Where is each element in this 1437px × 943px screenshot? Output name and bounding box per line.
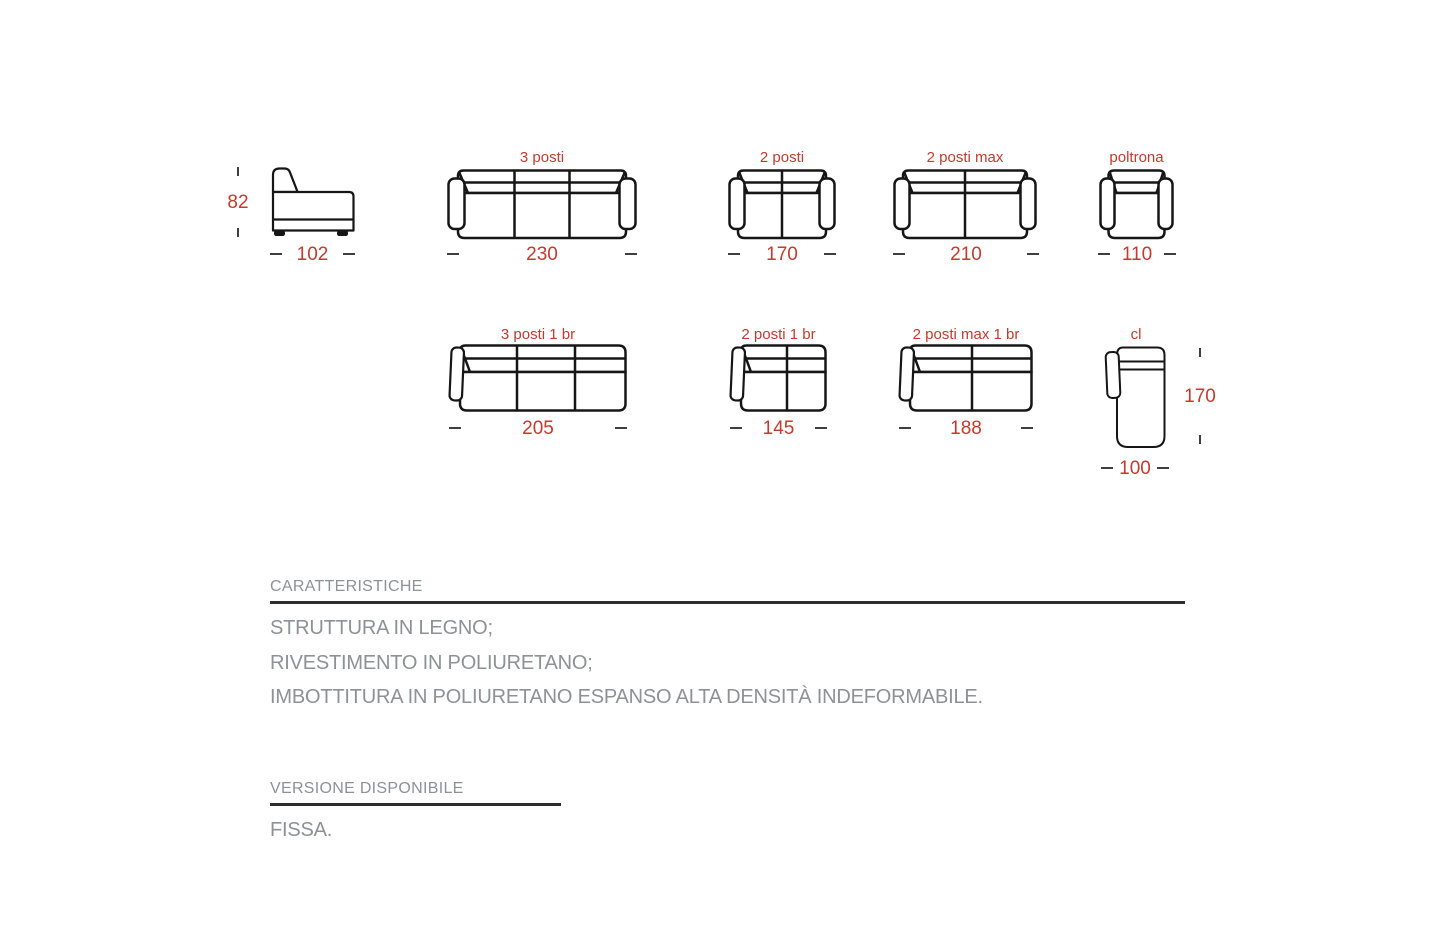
dimension-dash — [270, 253, 282, 255]
width-dimension-3-posti-1-br — [449, 419, 627, 437]
dimension-tick — [1199, 435, 1201, 444]
dimension-dash — [1101, 467, 1113, 469]
width-dimension-2-posti-1-br — [730, 419, 827, 437]
chaise-longue-cl-drawing — [1105, 346, 1167, 449]
dimension-dash — [1164, 253, 1176, 255]
sofa-2-posti-1-br-drawing — [730, 344, 827, 412]
dimension-dash — [615, 427, 627, 429]
width-dimension-2-posti-max — [893, 245, 1039, 263]
height-value: 170 — [1184, 385, 1216, 407]
dimension-dash — [1027, 253, 1039, 255]
width-dimension-poltrona — [1098, 245, 1176, 263]
section-caratteristiche — [270, 577, 1185, 715]
dimension-tick — [237, 228, 239, 237]
section-divider — [270, 803, 561, 806]
label-3-posti-1-br: 3 posti 1 br — [500, 326, 576, 343]
dimension-dash — [728, 253, 740, 255]
label-cl: cl — [1130, 326, 1142, 343]
height-dimension-side — [221, 167, 255, 237]
width-value: 188 — [950, 417, 982, 439]
section-divider — [270, 601, 1185, 604]
dimension-tick — [237, 167, 239, 176]
dimension-dash — [343, 253, 355, 255]
sofa-2-posti-max-drawing — [893, 169, 1037, 240]
width-value: 102 — [296, 243, 329, 265]
section-versione-disponibile — [270, 779, 1185, 848]
dimension-dash — [625, 253, 637, 255]
label-2-posti: 2 posti — [759, 149, 805, 166]
label-3-posti: 3 posti — [519, 149, 565, 166]
sofa-2-posti-max-1-br-drawing — [899, 344, 1033, 412]
feature-line: RIVESTIMENTO IN POLIURETANO; — [270, 651, 593, 674]
width-dimension-3-posti — [447, 245, 637, 263]
dimension-dash — [449, 427, 461, 429]
width-dimension-2-posti-max-1-br — [899, 419, 1033, 437]
section-title: CARATTERISTICHE — [270, 578, 423, 595]
width-value: 230 — [526, 243, 558, 265]
label-2-posti-max: 2 posti max — [926, 149, 1004, 166]
height-dimension-cl — [1184, 348, 1216, 444]
dimension-dash — [893, 253, 905, 255]
armchair-poltrona-drawing — [1099, 169, 1174, 240]
dimension-dash — [1021, 427, 1033, 429]
width-dimension-2-posti — [728, 245, 836, 263]
label-poltrona: poltrona — [1109, 149, 1164, 166]
feature-line: STRUTTURA IN LEGNO; — [270, 617, 493, 639]
dimension-dash — [1098, 253, 1110, 255]
dimension-dash — [447, 253, 459, 255]
label-2-posti-max-1-br: 2 posti max 1 br — [912, 326, 1020, 343]
width-value: 110 — [1121, 243, 1153, 265]
dimension-dash — [730, 427, 742, 429]
width-value: 205 — [522, 417, 554, 439]
sofa-3-posti-1-br-drawing — [449, 344, 627, 412]
height-value: 82 — [227, 191, 249, 213]
section-title: VERSIONE DISPONIBILE — [270, 780, 464, 797]
sofa-3-posti-drawing — [447, 169, 637, 240]
dimension-dash — [899, 427, 911, 429]
label-2-posti-1-br: 2 posti 1 br — [741, 326, 816, 343]
sofa-2-posti-drawing — [728, 169, 836, 240]
width-dimension-cl — [1101, 459, 1169, 477]
dimension-dash — [815, 427, 827, 429]
width-value: 210 — [950, 243, 982, 265]
sofa-side-view-drawing — [271, 166, 356, 238]
dimension-dash — [1157, 467, 1169, 469]
feature-line: IMBOTTITURA IN POLIURETANO ESPANSO ALTA DENSITÀ INDEFORMABILE. — [270, 686, 983, 708]
dimension-dash — [824, 253, 836, 255]
width-value: 145 — [762, 417, 795, 439]
version-line: FISSA. — [270, 819, 333, 841]
width-value: 170 — [766, 243, 798, 265]
dimension-tick — [1199, 348, 1201, 357]
width-dimension-side — [270, 245, 355, 263]
width-value: 100 — [1119, 457, 1151, 479]
